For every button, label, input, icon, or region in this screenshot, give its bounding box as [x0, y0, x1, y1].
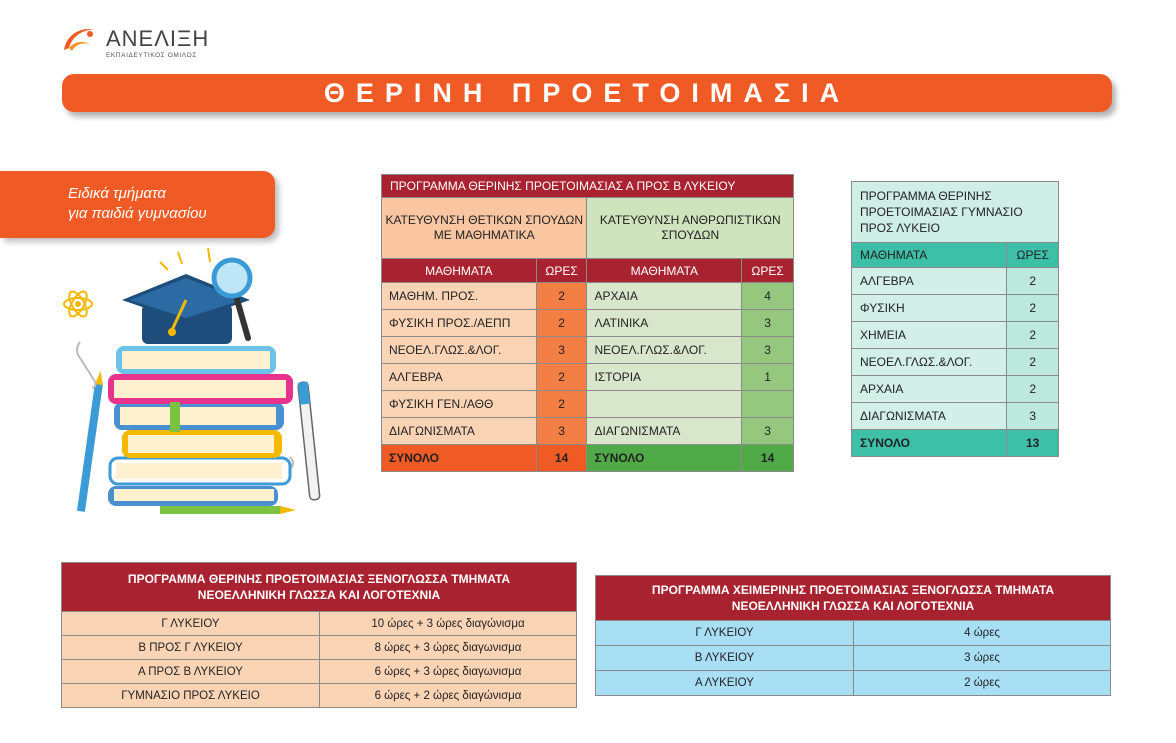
table-row: [62, 684, 577, 708]
hours-cell: 3: [742, 337, 794, 364]
science-track-header: ΚΑΤΕΥΘΥΝΣΗ ΘΕΤΙΚΩΝ ΣΠΟΥΔΩΝ ΜΕ ΜΑΘΗΜΑΤΙΚΑ: [382, 198, 587, 259]
hours-cell: 2: [536, 364, 587, 391]
table-row: [382, 391, 794, 418]
table-c-title-line1: ΠΡΟΓΡΑΜΜΑ ΘΕΡΙΝΗΣ ΠΡΟΕΤΟΙΜΑΣΙΑΣ ΞΕΝΟΓΛΩΣΣΑ ΤΜΗΜΑΤΑ: [127, 572, 511, 586]
hours-cell: 1: [742, 364, 794, 391]
level-cell: Β ΠΡΟΣ Γ ΛΥΚΕΙΟΥ: [62, 636, 320, 660]
tag-line-2: για παιδιά γυμνασίου: [68, 205, 207, 222]
col-header-hours: ΩΡΕΣ: [742, 259, 794, 283]
total-label: ΣΥΝΟΛΟ: [852, 430, 1007, 457]
level-cell: Γ ΛΥΚΕΙΟΥ: [596, 621, 854, 646]
logo-name: ΑΝΕΛΙΞΗ: [106, 26, 210, 51]
table-c-title: [62, 563, 577, 612]
hours-cell: 2: [1007, 322, 1059, 349]
subject-cell: ΔΙΑΓΩΝΙΣΜΑΤΑ: [382, 418, 537, 445]
hours-cell: 3: [536, 337, 587, 364]
hours-cell: [742, 391, 794, 418]
atom-icon: [64, 289, 92, 319]
col-header-hours: ΩΡΕΣ: [1007, 243, 1059, 268]
total-value: 13: [1007, 430, 1059, 457]
total-value: 14: [742, 445, 794, 472]
hours-cell: 2: [1007, 295, 1059, 322]
summer-gymnasium-to-lyceum-table: [851, 181, 1059, 457]
table-row: [852, 322, 1059, 349]
table-row: [382, 364, 794, 391]
table-row: [852, 295, 1059, 322]
paperclip-icon: [77, 342, 96, 388]
subject-cell: ΔΙΑΓΩΝΙΣΜΑΤΑ: [587, 418, 742, 445]
col-header-subjects: ΜΑΘΗΜΑΤΑ: [382, 259, 537, 283]
col-header-hours: ΩΡΕΣ: [536, 259, 587, 283]
table-row: [62, 636, 577, 660]
page-title: ΘΕΡΙΝΗ ΠΡΟΕΤΟΙΜΑΣΙΑ: [323, 78, 851, 108]
total-value: 14: [536, 445, 587, 472]
table-row: [852, 376, 1059, 403]
table-a-title: ΠΡΟΓΡΑΜΜΑ ΘΕΡΙΝΗΣ ΠΡΟΕΤΟΙΜΑΣΙΑΣ Α ΠΡΟΣ Β ΛΥΚΕΙΟΥ: [382, 175, 794, 198]
table-row: [382, 310, 794, 337]
level-cell: Α ΠΡΟΣ Β ΛΥΚΕΙΟΥ: [62, 660, 320, 684]
subject-cell: ΜΑΘΗΜ. ΠΡΟΣ.: [382, 283, 537, 310]
table-row: [596, 671, 1111, 696]
special-classes-tag: [0, 171, 275, 238]
subject-cell: ΝΕΟΕΛ.ΓΛΩΣ.&ΛΟΓ.: [852, 349, 1007, 376]
summer-foreign-language-table: [61, 562, 577, 708]
table-row: [596, 646, 1111, 671]
table-row: [852, 349, 1059, 376]
total-label: ΣΥΝΟΛΟ: [382, 445, 537, 472]
hours-cell: 2: [1007, 349, 1059, 376]
subject-cell: ΑΛΓΕΒΡΑ: [852, 268, 1007, 295]
col-header-subjects: ΜΑΘΗΜΑΤΑ: [587, 259, 742, 283]
hours-cell: 6 ώρες + 3 ώρες διαγωνισμα: [320, 660, 577, 684]
pencil-icon: [77, 370, 105, 512]
col-header-subjects: ΜΑΘΗΜΑΤΑ: [852, 243, 1007, 268]
hours-cell: 2 ώρες: [854, 671, 1111, 696]
subject-cell: ΧΗΜΕΙΑ: [852, 322, 1007, 349]
table-row: [62, 612, 577, 636]
subject-cell: ΔΙΑΓΩΝΙΣΜΑΤΑ: [852, 403, 1007, 430]
subject-cell: ΦΥΣΙΚΗ: [852, 295, 1007, 322]
total-label: ΣΥΝΟΛΟ: [587, 445, 742, 472]
hours-cell: 4 ώρες: [854, 621, 1111, 646]
subject-cell: ΙΣΤΟΡΙΑ: [587, 364, 742, 391]
hours-cell: 4: [742, 283, 794, 310]
table-d-title-line2: ΝΕΟΕΛΛΗΝΙΚΗ ΓΛΩΣΣΑ ΚΑΙ ΛΟΓΟΤΕΧΝΙΑ: [731, 599, 975, 613]
subject-cell: ΛΑΤΙΝΙΚΑ: [587, 310, 742, 337]
subject-cell: ΑΛΓΕΒΡΑ: [382, 364, 537, 391]
total-row: [382, 445, 794, 472]
green-pencil-icon: [160, 506, 296, 514]
subject-cell: ΝΕΟΕΛ.ΓΛΩΣ.&ΛΟΓ.: [382, 337, 537, 364]
subject-cell: ΦΥΣΙΚΗ ΓΕΝ./ΑΘΘ: [382, 391, 537, 418]
hours-cell: 6 ώρες + 2 ώρες διαγώνισμα: [320, 684, 577, 708]
table-row: [382, 337, 794, 364]
table-d-title-line1: ΠΡΟΓΡΑΜΜΑ ΧΕΙΜΕΡΙΝΗΣ ΠΡΟΕΤΟΙΜΑΣΙΑΣ ΞΕΝΟΓΛΩΣΣΑ ΤΜΗΜΑΤΑ: [651, 583, 1055, 597]
subject-cell: ΑΡΧΑΙΑ: [587, 283, 742, 310]
table-row: [852, 268, 1059, 295]
table-row: [62, 660, 577, 684]
sparkle-icon: [160, 248, 210, 270]
logo-swoosh-icon: [60, 24, 98, 54]
hours-cell: 3: [742, 418, 794, 445]
tag-line-1: Ειδικά τμήματα: [68, 185, 166, 202]
table-row: [596, 621, 1111, 646]
hours-cell: 10 ώρες + 3 ώρες διαγώνισμα: [320, 612, 577, 636]
level-cell: ΓΥΜΝΑΣΙΟ ΠΡΟΣ ΛΥΚΕΙΟ: [62, 684, 320, 708]
table-row: [852, 403, 1059, 430]
hours-cell: 3: [1007, 403, 1059, 430]
hours-cell: 2: [1007, 376, 1059, 403]
winter-foreign-language-table: [595, 575, 1111, 696]
level-cell: Β ΛΥΚΕΙΟΥ: [596, 646, 854, 671]
subject-cell: [587, 391, 742, 418]
logo: [60, 24, 280, 60]
humanities-track-header: ΚΑΤΕΥΘΥΝΣΗ ΑΝΘΡΩΠΙΣΤΙΚΩΝ ΣΠΟΥΔΩΝ: [587, 198, 794, 259]
hours-cell: 2: [536, 310, 587, 337]
table-c-title-line2: ΝΕΟΕΛΛΗΝΙΚΗ ΓΛΩΣΣΑ ΚΑΙ ΛΟΓΟΤΕΧΝΙΑ: [197, 588, 441, 602]
hours-cell: 2: [536, 391, 587, 418]
hours-cell: 3 ώρες: [854, 646, 1111, 671]
summer-a-to-b-lyceum-table: [381, 174, 794, 472]
table-b-title: ΠΡΟΓΡΑΜΜΑ ΘΕΡΙΝΗΣ ΠΡΟΕΤΟΙΜΑΣΙΑΣ ΓΥΜΝΑΣΙΟ ΠΡΟΣ ΛΥΚΕΙΟ: [852, 182, 1059, 243]
pen-icon: [298, 382, 320, 500]
hours-cell: 2: [1007, 268, 1059, 295]
hours-cell: 3: [742, 310, 794, 337]
hours-cell: 8 ώρες + 3 ώρες διαγωνισμα: [320, 636, 577, 660]
subject-cell: ΦΥΣΙΚΗ ΠΡΟΣ./ΑΕΠΠ: [382, 310, 537, 337]
subject-cell: ΝΕΟΕΛ.ΓΛΩΣ.&ΛΟΓ.: [587, 337, 742, 364]
hours-cell: 3: [536, 418, 587, 445]
subject-cell: ΑΡΧΑΙΑ: [852, 376, 1007, 403]
level-cell: Γ ΛΥΚΕΙΟΥ: [62, 612, 320, 636]
total-row: [852, 430, 1059, 457]
table-d-title: [596, 576, 1111, 621]
table-row: [382, 283, 794, 310]
hours-cell: 2: [536, 283, 587, 310]
books-graduation-illustration: [50, 242, 350, 522]
level-cell: Α ΛΥΚΕΙΟΥ: [596, 671, 854, 696]
logo-subtitle: ΕΚΠΑΙΔΕΥΤΙΚΟΣ ΟΜΙΛΟΣ: [106, 52, 197, 59]
table-row: [382, 418, 794, 445]
title-banner: [62, 74, 1112, 112]
